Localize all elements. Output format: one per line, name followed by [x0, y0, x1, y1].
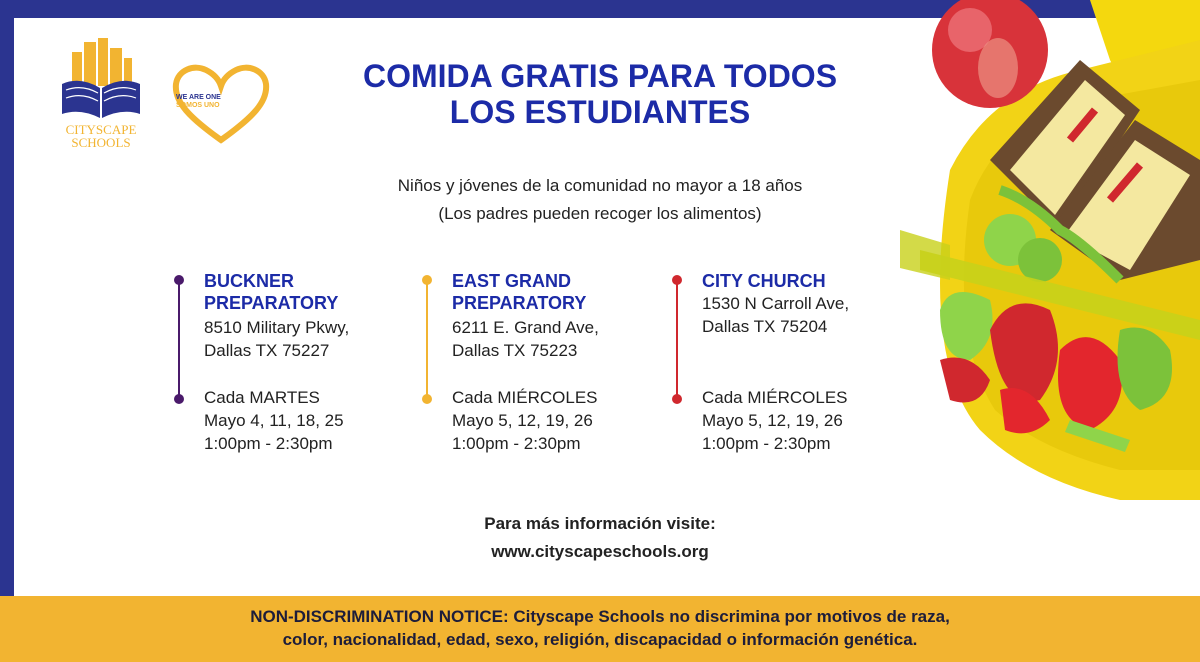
cityscape-logo: [56, 38, 146, 150]
location-name: [452, 270, 672, 314]
timeline-dot: [672, 275, 682, 285]
schedule-dates: Mayo 5, 12, 19, 26: [452, 411, 593, 430]
schedule-day: Cada MIÉRCOLES: [702, 388, 848, 407]
logo-text-line1: CITYSCAPE: [65, 122, 137, 137]
schedule-dates: Mayo 4, 11, 18, 25: [204, 411, 344, 430]
timeline-dot: [422, 275, 432, 285]
notice-text: [0, 596, 1200, 651]
city-book-icon: [56, 38, 146, 150]
slogan: [176, 94, 221, 110]
schedule-time: 1:00pm - 2:30pm: [204, 434, 333, 453]
schedule-dates: Mayo 5, 12, 19, 26: [702, 411, 843, 430]
location-name-line1: CITY CHURCH: [702, 271, 826, 291]
address-line2: Dallas TX 75227: [204, 341, 330, 360]
lunchbox-illustration: [880, 0, 1200, 596]
more-info: [400, 510, 800, 566]
timeline-dot: [174, 394, 184, 404]
non-discrimination-footer: [0, 596, 1200, 662]
timeline-dot: [174, 275, 184, 285]
location-name-line2: PREPARATORY: [204, 293, 339, 313]
page-title: [320, 58, 880, 130]
timeline-line: [676, 280, 678, 398]
notice-line1: NON-DISCRIMINATION NOTICE: Cityscape Schools no discrimina por motivos de raza,: [250, 607, 950, 626]
timeline-dot: [422, 394, 432, 404]
schedule-day: Cada MIÉRCOLES: [452, 388, 598, 407]
notice-line2: color, nacionalidad, edad, sexo, religión, discapacidad o información genética.: [282, 630, 918, 649]
title-line2: LOS ESTUDIANTES: [449, 94, 751, 130]
location-address: [204, 316, 424, 362]
info-label: Para más información visite:: [484, 514, 716, 533]
address-line1: 8510 Military Pkwy,: [204, 318, 350, 337]
timeline-line: [426, 280, 428, 398]
location-address: [452, 316, 672, 362]
subtitle-line2: (Los padres pueden recoger los alimentos): [438, 204, 762, 223]
address-line1: 1530 N Carroll Ave,: [702, 294, 850, 313]
slogan-line2: SOMOS UNO: [176, 102, 220, 109]
schedule-time: 1:00pm - 2:30pm: [452, 434, 581, 453]
logo-text-line2: SCHOOLS: [71, 135, 131, 150]
website-link[interactable]: www.cityscapeschools.org: [491, 542, 709, 561]
location-name-line2: PREPARATORY: [452, 293, 587, 313]
location-name: [204, 270, 424, 314]
subtitle: [320, 172, 880, 228]
location-name-line1: EAST GRAND: [452, 271, 572, 291]
schedule-day: Cada MARTES: [204, 388, 320, 407]
slogan-line1: WE ARE ONE: [176, 94, 221, 101]
schedule-time: 1:00pm - 2:30pm: [702, 434, 831, 453]
timeline-dot: [672, 394, 682, 404]
address-line2: Dallas TX 75223: [452, 341, 578, 360]
timeline-line: [178, 280, 180, 398]
address-line1: 6211 E. Grand Ave,: [452, 318, 599, 337]
location-schedule: [204, 386, 424, 455]
address-line2: Dallas TX 75204: [702, 317, 828, 336]
location-schedule: [452, 386, 672, 455]
subtitle-line1: Niños y jóvenes de la comunidad no mayor a 18 años: [397, 176, 803, 195]
location-name-line1: BUCKNER: [204, 271, 294, 291]
title-line1: COMIDA GRATIS PARA TODOS: [362, 58, 838, 94]
